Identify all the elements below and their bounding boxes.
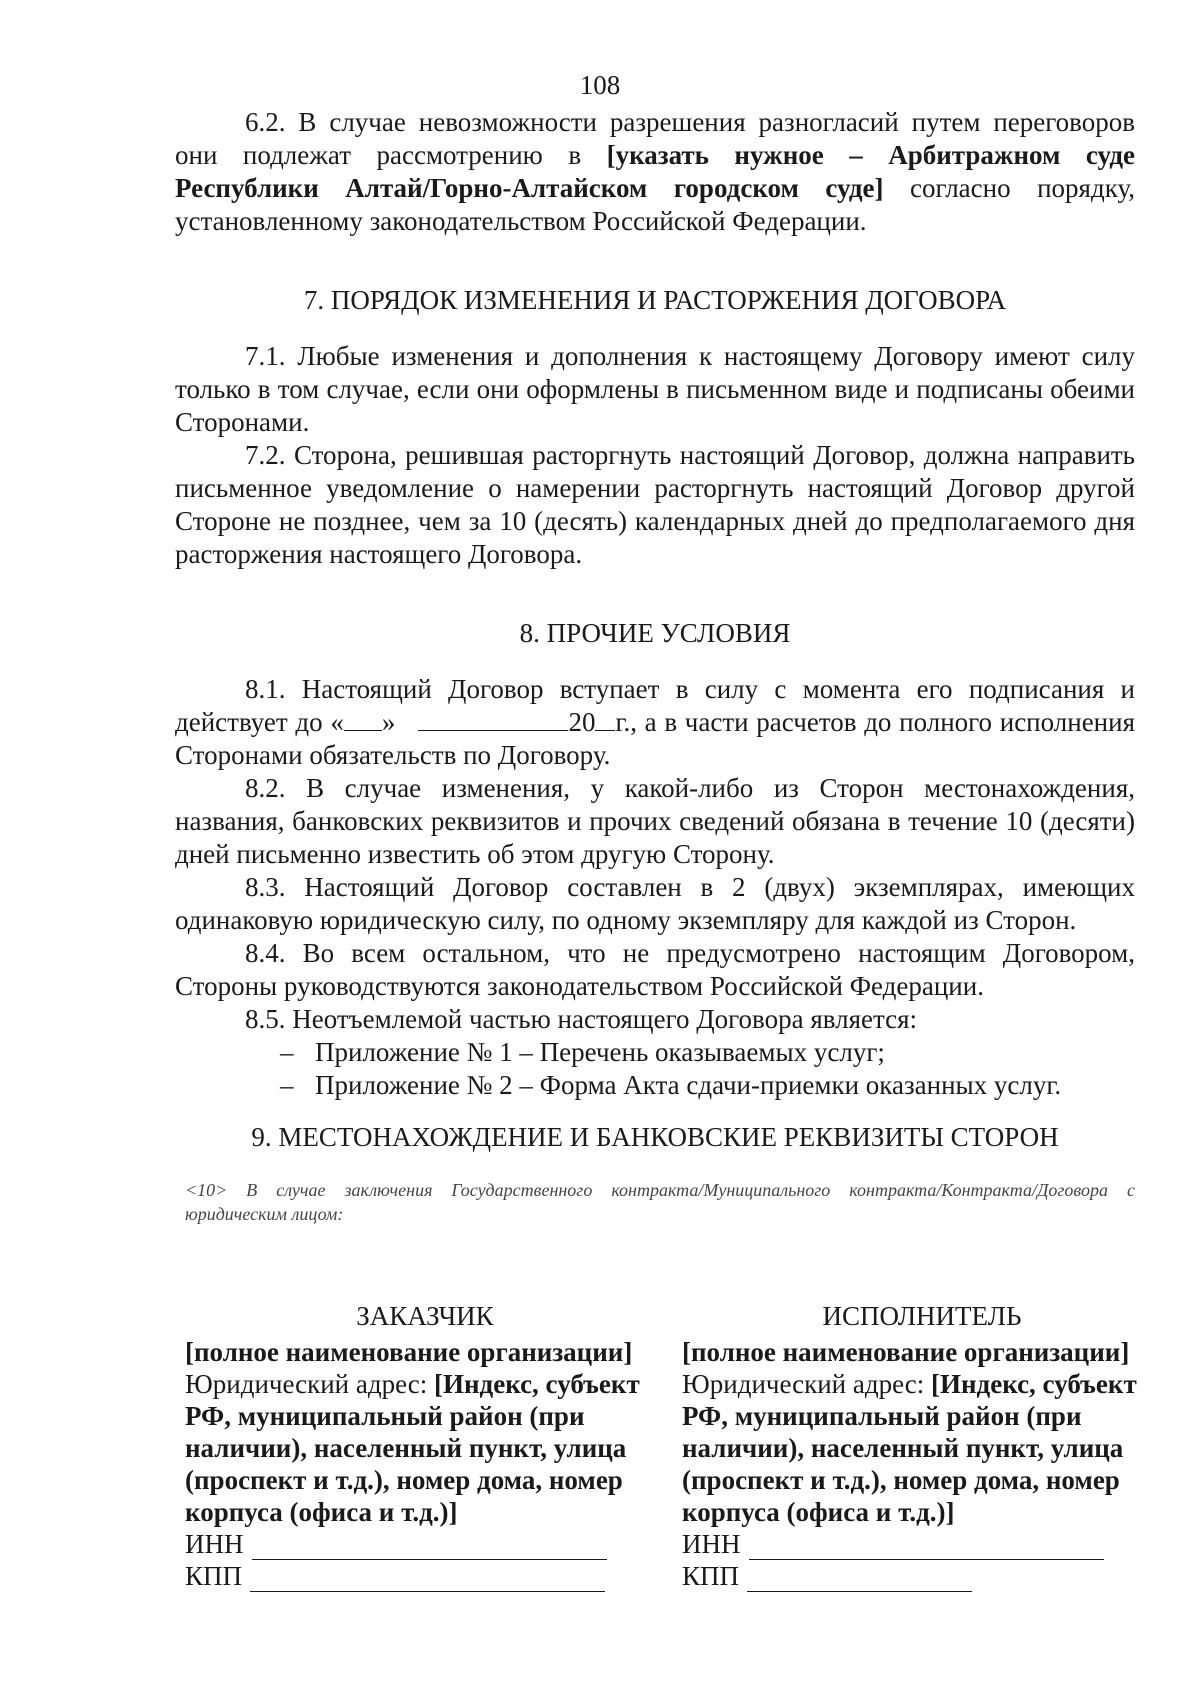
paragraph-8-2: 8.2. В случае изменения, у какой-либо из Сторон местонахождения, названия, банковских реквизитов и прочих сведений обязана в течение 10 (десяти) дней письменно известить об этом другую Сторону.	[175, 773, 1135, 869]
customer-inn-label: ИНН	[185, 1529, 244, 1559]
paragraph-8-1-year: 20	[568, 707, 596, 737]
customer-address-placeholder: [Индекс, субъект РФ, муниципальный район (при наличии), населенный пункт, улица (проспект и т.д.), номер дома, номер корпуса (офиса и т.д.)]	[185, 1369, 640, 1527]
executor-address-placeholder: [Индекс, субъект РФ, муниципальный район (при наличии), населенный пункт, улица (проспект и т.д.), номер дома, номер корпуса (офиса и т.д.)]	[682, 1369, 1137, 1527]
list-item-text: Приложение № 2 – Форма Акта сдачи-приемки оказанных услуг.	[315, 1070, 1062, 1100]
list-dash: –	[280, 1037, 294, 1067]
executor-inn-label: ИНН	[682, 1529, 741, 1559]
customer-requisites	[185, 1300, 665, 1592]
paragraph-7-1: 7.1. Любые изменения и дополнения к настоящему Договору имеют силу только в том случае, если они оформлены в письменном виде и подписаны обеими Сторонами.	[175, 341, 1135, 437]
customer-address-label: Юридический адрес:	[185, 1369, 434, 1399]
executor-requisites	[682, 1300, 1162, 1592]
executor-inn-line	[749, 1533, 1104, 1560]
paragraph-6-2-part1: 6.2. В случае невозможности разрешения разногласий путем переговоров они подлежат рассмотрению в	[175, 107, 1135, 170]
section-7-title: 7. ПОРЯДОК ИЗМЕНЕНИЯ И РАСТОРЖЕНИЯ ДОГОВОРА	[303, 285, 1007, 315]
year-blank	[595, 706, 615, 731]
paragraph-6-2	[175, 106, 1135, 238]
executor-address	[682, 1368, 1162, 1528]
list-item	[175, 1036, 1135, 1069]
paragraph-6-2-part2: согласно порядку, установленному законодательством Российской Федерации.	[175, 173, 1135, 236]
list-item	[175, 1069, 1135, 1102]
customer-title: ЗАКАЗЧИК	[356, 1301, 494, 1331]
executor-kpp-label: КПП	[682, 1561, 740, 1591]
section-8-title: 8. ПРОЧИЕ УСЛОВИЯ	[519, 618, 791, 648]
customer-kpp-label: КПП	[185, 1561, 243, 1591]
customer-address	[185, 1368, 665, 1528]
month-blank	[418, 706, 568, 731]
customer-inn-field	[185, 1528, 665, 1560]
paragraph-8-3: 8.3. Настоящий Договор составлен в 2 (двух) экземплярах, имеющих одинаковую юридическую силу, по одному экземпляру для каждой из Сторон.	[175, 872, 1135, 935]
executor-name-placeholder: [полное наименование организации]	[682, 1337, 1130, 1367]
executor-inn-field	[682, 1528, 1162, 1560]
executor-address-label: Юридический адрес:	[682, 1369, 931, 1399]
paragraph-6-2-court-placeholder: [указать нужное – Арбитражном суде Республики Алтай/Горно-Алтайском городском суде]	[175, 140, 1135, 203]
executor-kpp-field	[682, 1560, 1162, 1592]
customer-kpp-line	[250, 1565, 605, 1592]
paragraph-8-5: 8.5. Неотъемлемой частью настоящего Договора является:	[245, 1004, 918, 1034]
customer-kpp-field	[185, 1560, 665, 1592]
day-blank	[344, 706, 382, 731]
footnote-10-note: <10> В случае заключения Государственного контракта/Муниципального контракта/Контракта/Договора с юридическим лицом:	[185, 1180, 1135, 1224]
appendix-list	[175, 1036, 1135, 1102]
executor-kpp-line	[747, 1565, 972, 1592]
paragraph-7-2: 7.2. Сторона, решившая расторгнуть настоящий Договор, должна направить письменное уведомление о намерении расторгнуть настоящий Договор другой Стороне не позднее, чем за 10 (десять) календарных дней до предполагаемого дня расторжения настоящего Договора.	[175, 440, 1135, 569]
paragraph-8-1-start: 8.1. Настоящий Договор вступает в силу с момента его подписания и действует до «	[175, 674, 1135, 737]
customer-inn-line	[252, 1533, 607, 1560]
list-dash: –	[280, 1070, 294, 1100]
page-number: 108	[579, 70, 621, 100]
paragraph-8-1-quote: »	[381, 707, 396, 737]
executor-title: ИСПОЛНИТЕЛЬ	[822, 1301, 1022, 1331]
customer-name-placeholder: [полное наименование организации]	[185, 1337, 633, 1367]
section-9-title: 9. МЕСТОНАХОЖДЕНИЕ И БАНКОВСКИЕ РЕКВИЗИТЫ СТОРОН	[251, 1122, 1059, 1152]
list-item-text: Приложение № 1 – Перечень оказываемых услуг;	[315, 1037, 885, 1067]
paragraph-8-1-end: г., а в части расчетов до полного исполнения Сторонами обязательств по Договору.	[175, 707, 1135, 770]
paragraph-8-4: 8.4. Во всем остальном, что не предусмотрено настоящим Договором, Стороны руководствуются законодательством Российской Федерации.	[175, 938, 1135, 1001]
paragraph-8-1	[175, 673, 1135, 772]
